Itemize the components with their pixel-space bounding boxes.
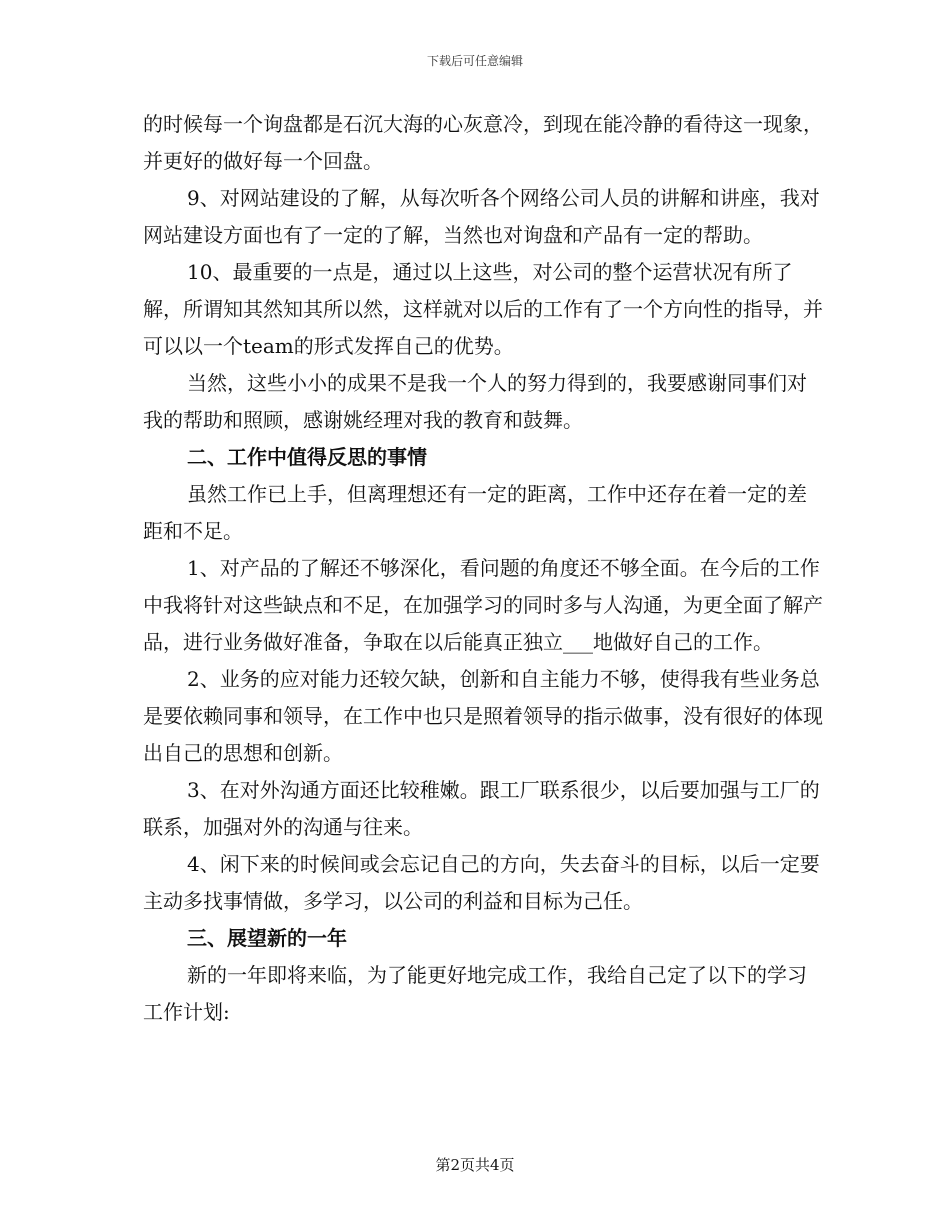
page-footer: 第2页共4页	[435, 1156, 515, 1174]
section-heading: 二、工作中值得反思的事情	[187, 445, 427, 469]
section-heading: 三、展望新的一年	[187, 926, 347, 950]
paragraph: 9、对网站建设的了解，从每次听各个网络公司人员的讲解和讲座，我对网站建设方面也有了一定的了解，当然也对询盘和产品有一定的帮助。	[143, 186, 820, 247]
page-header: 下载后可任意编辑	[426, 54, 523, 68]
paragraph: 10、最重要的一点是，通过以上这些，对公司的整个运营状况有所了解，所谓知其然知其所以然，这样就对以后的工作有了一个方向性的指导，并可以以一个team的形式发挥自己的优势。	[143, 260, 823, 358]
paragraph: 虽然工作已上手，但离理想还有一定的距离，工作中还存在着一定的差距和不足。	[143, 482, 807, 543]
document-body	[143, 106, 823, 1031]
paragraph: 新的一年即将来临，为了能更好地完成工作，我给自己定了以下的学习工作计划:	[143, 963, 807, 1024]
paragraph: 当然，这些小小的成果不是我一个人的努力得到的，我要感谢同事们对我的帮助和照顾，感谢姚经理对我的教育和鼓舞。	[143, 371, 807, 432]
paragraph: 的时候每一个询盘都是石沉大海的心灰意冷，到现在能冷静的看待这一现象，并更好的做好每一个回盘。	[143, 112, 823, 173]
paragraph: 1、对产品的了解还不够深化，看问题的角度还不够全面。在今后的工作中我将针对这些缺点和不足，在加强学习的同时多与人沟通，为更全面了解产品，进行业务做好准备，争取在以后能真正独立___地做好自己的工作。	[143, 556, 823, 654]
paragraph: 4、闲下来的时候间或会忘记自己的方向，失去奋斗的目标，以后一定要主动多找事情做，多学习，以公司的利益和目标为己任。	[143, 852, 820, 913]
paragraph: 2、业务的应对能力还较欠缺，创新和自主能力不够，使得我有些业务总是要依赖同事和领导，在工作中也只是照着领导的指示做事，没有很好的体现出自己的思想和创新。	[143, 667, 823, 765]
paragraph: 3、在对外沟通方面还比较稚嫩。跟工厂联系很少，以后要加强与工厂的联系，加强对外的沟通与往来。	[143, 778, 820, 839]
